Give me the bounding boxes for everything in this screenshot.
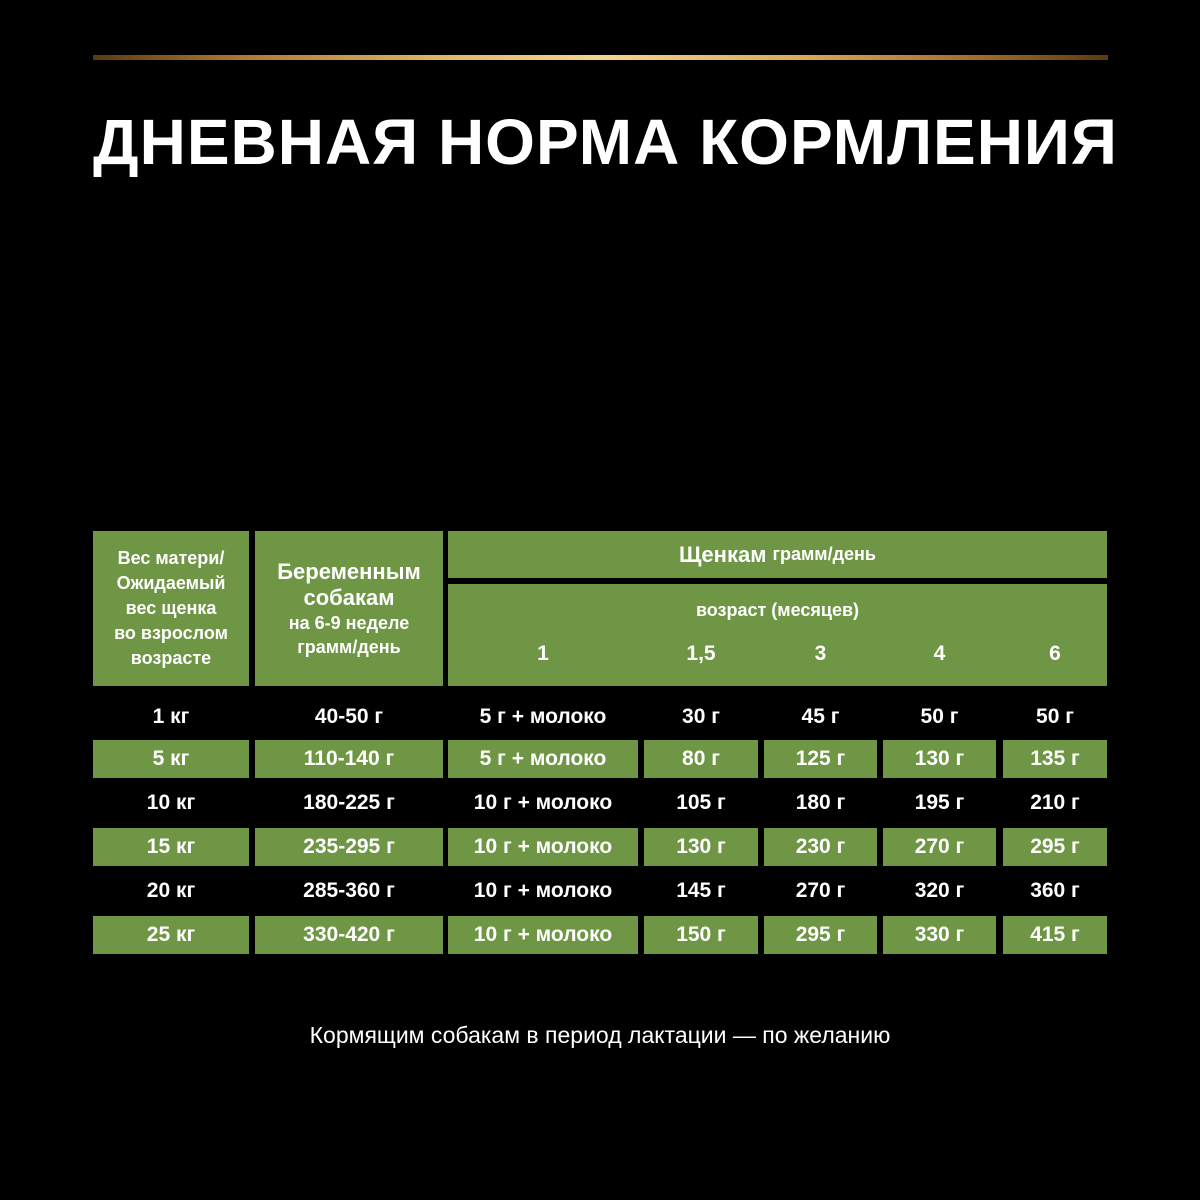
cell-month-1-5: 105 г (676, 791, 726, 814)
cell-month-6: 210 г (1030, 791, 1080, 814)
cell-month-3: 45 г (801, 705, 840, 728)
cell-month-1: 10 г + молоко (448, 828, 638, 866)
header-puppies-title: Щенкам (679, 541, 767, 567)
cell-month-1-5: 145 г (676, 879, 726, 902)
cell-month-1-5: 130 г (644, 828, 758, 866)
cell-weight: 20 кг (146, 879, 196, 902)
header-age-label: возраст (месяцев) (695, 600, 860, 620)
header-pregnant-title: Беременным собакам (277, 558, 421, 610)
cell-pregnant: 285-360 г (303, 879, 395, 902)
cell-weight: 25 кг (93, 916, 249, 954)
cell-month-4: 130 г (883, 740, 996, 778)
gold-divider (93, 55, 1108, 60)
header-puppies-unit: грамм/день (772, 544, 876, 564)
cell-weight: 10 кг (146, 791, 196, 814)
header-pregnant-subtitle: на 6-9 неделе грамм/день (288, 612, 410, 657)
cell-weight: 1 кг (152, 705, 190, 728)
cell-month-1-5: 150 г (644, 916, 758, 954)
cell-weight: 5 кг (93, 740, 249, 778)
cell-month-1: 10 г + молоко (448, 916, 638, 954)
cell-month-3: 180 г (795, 791, 846, 814)
cell-pregnant: 40-50 г (314, 705, 384, 728)
cell-pregnant: 235-295 г (255, 828, 443, 866)
age-4: 4 (933, 642, 946, 665)
age-3: 3 (814, 642, 827, 665)
cell-month-1: 10 г + молоко (473, 791, 613, 814)
cell-month-4: 50 г (920, 705, 959, 728)
age-1-5: 1,5 (686, 642, 716, 665)
cell-month-1: 5 г + молоко (479, 705, 607, 728)
cell-month-3: 230 г (764, 828, 877, 866)
cell-month-6: 50 г (1036, 705, 1074, 728)
page-title: ДНЕВНАЯ НОРМА КОРМЛЕНИЯ (93, 106, 1118, 178)
age-6: 6 (1049, 642, 1061, 665)
cell-month-1: 10 г + молоко (473, 879, 613, 902)
cell-month-4: 195 г (914, 791, 965, 814)
cell-pregnant: 110-140 г (255, 740, 443, 778)
cell-month-3: 295 г (764, 916, 877, 954)
cell-month-1: 5 г + молоко (448, 740, 638, 778)
header-puppies (448, 531, 1107, 578)
cell-month-3: 125 г (764, 740, 877, 778)
cell-month-6: 135 г (1003, 740, 1107, 778)
cell-pregnant: 180-225 г (303, 791, 395, 814)
header-pregnant (255, 531, 443, 686)
cell-month-3: 270 г (795, 879, 846, 902)
cell-month-4: 330 г (883, 916, 996, 954)
header-age (448, 584, 1107, 686)
cell-pregnant: 330-420 г (255, 916, 443, 954)
cell-month-6: 415 г (1003, 916, 1107, 954)
cell-month-6: 360 г (1030, 879, 1080, 902)
cell-month-1-5: 80 г (644, 740, 758, 778)
cell-month-4: 320 г (914, 879, 965, 902)
age-1: 1 (537, 642, 549, 665)
cell-month-4: 270 г (883, 828, 996, 866)
footer-note: Кормящим собакам в период лактации — по желанию (309, 1022, 891, 1048)
cell-month-1-5: 30 г (682, 705, 720, 728)
cell-weight: 15 кг (93, 828, 249, 866)
cell-month-6: 295 г (1003, 828, 1107, 866)
header-weight: Вес матери/ Ожидаемый вес щенка во взрослом возрасте (93, 531, 249, 686)
